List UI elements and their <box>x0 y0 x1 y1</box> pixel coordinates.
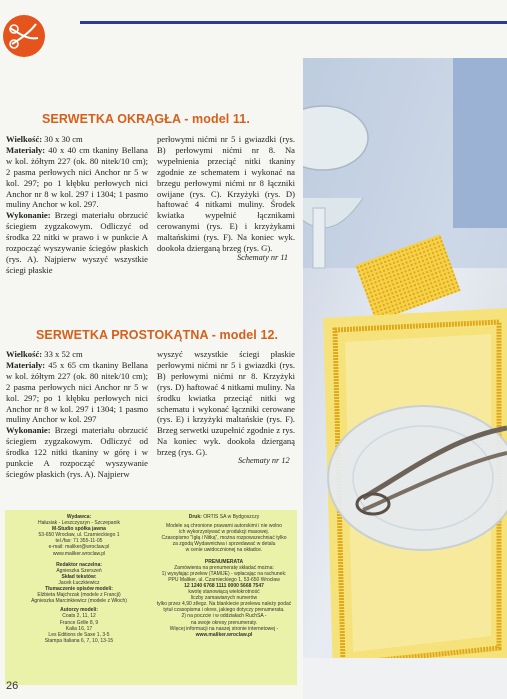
authors-line: Les Editions de Saxe 1, 3-5 <box>48 631 110 638</box>
authors-line: France Grille 8, 9 <box>59 619 99 626</box>
subscription-line: PPU Maliker, ul. Czarnieckiego 1, 53-650 Wrocław <box>168 576 280 583</box>
publisher-line: 53-650 Wrocław, ul. Czarnieckiego 1 <box>38 532 120 539</box>
rights-lines <box>155 523 293 553</box>
rights-line: Czasopismo "Igłą i Nitką", można rozpowszechniać tylko <box>161 535 287 542</box>
subscription-line: tylko przez 4,90 zł/egz. Na blankiecie przelewu należy podać <box>156 601 292 608</box>
subscription-line: na swoje okresy prenumeraty. <box>190 619 258 626</box>
subscription-line: www.maliker.wroclaw.pl <box>195 631 253 638</box>
doily-photo <box>303 58 507 699</box>
subscription-title: PRENUMERATA <box>204 558 244 565</box>
authors-lines <box>9 613 149 643</box>
publisher-line: M-Studio spółka jawna <box>52 526 106 533</box>
editor-value: Agnieszka Szerszeń <box>56 567 102 574</box>
subscription-line: Więcej informacji na naszej stronie internetowej - <box>169 625 279 632</box>
publisher-line: e-mail: maliker@wroclaw.pl <box>48 544 110 551</box>
model11-text-left <box>6 134 148 276</box>
model12-title: SERWETKA PROSTOKĄTNA - model 12. <box>36 328 279 342</box>
authors-line: Coats 2, 11, 12 <box>62 613 96 620</box>
header-rule <box>80 21 507 24</box>
translation-line: Agnieszka Marcinkiewicz (modele z Włoch) <box>31 598 127 605</box>
print-value: ORTIS SA w Bydgoszczy <box>203 514 260 520</box>
model11-size-value: 30 x 30 cm <box>42 134 83 144</box>
publisher-line: tel./fax: 71 355-11-05 <box>55 538 103 545</box>
colophon-right <box>155 514 293 638</box>
colophon-box <box>5 510 297 685</box>
publisher-lines <box>9 520 149 557</box>
subscription-line: 1) wysyłając przelew (TAMIJE) - wpłacając na rachunek: <box>161 570 287 577</box>
rights-line: za zgodą Wydawnictwa i sprzedawać w detalu <box>172 541 276 548</box>
publisher-title: Wydawca: <box>66 514 92 520</box>
subscription-line: liczby zamawianych numerów <box>190 595 258 602</box>
model12-text-left <box>6 349 148 480</box>
model12-size-label: Wielkość: <box>6 349 43 359</box>
model12-schema-ref: Schematy nr 12 <box>238 456 290 465</box>
authors-line: Stampa Italiana 6, 7, 10, 13-15 <box>44 637 114 644</box>
model12-materials-value: 45 x 65 cm tkaniny Bellana w kol. żółtym 227 (ok. 80 nitek/10 cm); 2 pasma perłowych nici Anchor nr 5 w kol. 297; po 1 kłębku perłowych nici Anchor nr 8 w kol. 297 i 1304; 1 pasmo muliny Anchor w kol. 297 <box>6 359 148 425</box>
rights-line: w cenie uwidocznionej na okładce. <box>185 547 263 554</box>
publisher-line: Hałusiak - Leszczyszyn - Szczepanik <box>38 520 120 527</box>
model12-text-right <box>157 349 295 458</box>
model11-materials-label: Materiały: <box>6 144 46 155</box>
model12-execution-label: Wykonanie: <box>6 425 51 436</box>
model11-schema-ref: Schematy nr 11 <box>237 253 288 262</box>
model11-execution-part2: perłowymi nićmi nr 5 i gwiazdki (rys. B) perłowymi nićmi nr 8. Na wypełnienia przeciąć nitki tkaniny zgodnie ze schematem i wykonać na brzegu perłowymi nićmi nr 8 łączniki owijane (rys. C). Krzyżyki (rys. D) haftować 4 nitkami muliny. Środek kwiatka wypełnić łącznikami cerowanymi (rys. E) i krzyżykami maltańskimi (rys. F). Na koniec wyk. dookoła dzierganą brzeg (rys. G). <box>157 134 295 254</box>
translation-line: Elżbieta Majchrzak (modele z Francji) <box>37 592 121 599</box>
model12-execution-part2: wyszyć wszystkie ściegi płaskie perłowymi nićmi nr 5 i gwiazdki (rys. B) perłowymi nićmi nr 8. Krzyżyki (rys. D) haftować 4 nitkami muliny. Na środku kwiatka przeciąć nitki wg schematu i wykonać łączniki cerowane (rys. E) i krzyżyki maltańskie (rys. F). Brzeg serwetki uzupełnić zgodnie z rys. Na koniec wyk. dookoła dzierganą brzeg (rys. G). <box>157 349 295 458</box>
translation-lines <box>9 592 149 604</box>
model11-execution-part1: Brzegi materiału obrzucić ściegiem zygzakowym. Odliczyć od środka 22 nitki w prawo i w punkcie A rozpocząć wyszywanie ściegów płaskich (rys. A). Najpierw wyszyć wszystkie ściegi płaskie <box>6 210 148 275</box>
model11-title: SERWETKA OKRĄGŁA - model 11. <box>42 112 250 126</box>
model12-execution-part1: Brzegi materiału obrzucić ściegiem zygzakowym. Odliczyć od środka 122 nitki tkaniny w górę i w punkcie A rozpocząć wyszywanie ściegów płaskich (rys. A). Najpierw <box>6 425 148 479</box>
typesetting-title: Skład tekstów: <box>61 573 97 580</box>
editor-title: Redaktor naczelna: <box>56 561 102 568</box>
model11-size-label: Wielkość: <box>6 134 43 144</box>
page-number: 26 <box>6 680 19 692</box>
publisher-line: www.maliker.wroclaw.pl <box>52 550 106 557</box>
rights-line: Modele są chronione prawami autorskimi i nie wolno <box>166 523 282 530</box>
subscription-lines <box>155 565 293 638</box>
print-title: Druk: <box>188 514 202 520</box>
typesetting-value: Jacek Łuczkiewicz <box>58 579 100 586</box>
model11-execution-label: Wykonanie: <box>6 210 51 221</box>
translation-title: Tłumaczenie opisów modeli: <box>45 586 113 593</box>
authors-line: Kalia 16, 17 <box>65 625 93 632</box>
model11-materials-value: 40 x 40 cm tkaniny Bellana w kol. żółtym 227 (ok. 80 nitek/10 cm); 2 pasma perłowych nici Anchor nr 5 w kol. 297; po 1 kłębku perłowych nici Anchor nr 8 w kol. 297 i 1304; 1 pasmo muliny Anchor w kol. 297. <box>6 144 148 210</box>
subscription-line: Zamówienia na prenumeratę składać można: <box>174 564 274 571</box>
subscription-line: 12 1240 6768 1111 0000 5668 7547 <box>184 582 264 589</box>
model12-size-value: 33 x 52 cm <box>42 349 83 359</box>
rights-line: ich wykorzystywać w produkcji masowej. <box>178 529 270 536</box>
colophon-left <box>9 514 149 644</box>
model12-materials-label: Materiały: <box>6 359 46 370</box>
subscription-line: kwotę stanowiącą wielokrotność <box>188 589 260 596</box>
scissors-logo-icon <box>2 14 46 58</box>
subscription-line: 2) na poczcie i w oddziałach RuchSA - <box>181 613 267 620</box>
model11-text-right <box>157 134 295 254</box>
authors-title: Autorzy modeli: <box>60 607 98 614</box>
subscription-line: tytuł czasopisma i okres, jakiego dotyczy prenumerata. <box>163 607 285 614</box>
